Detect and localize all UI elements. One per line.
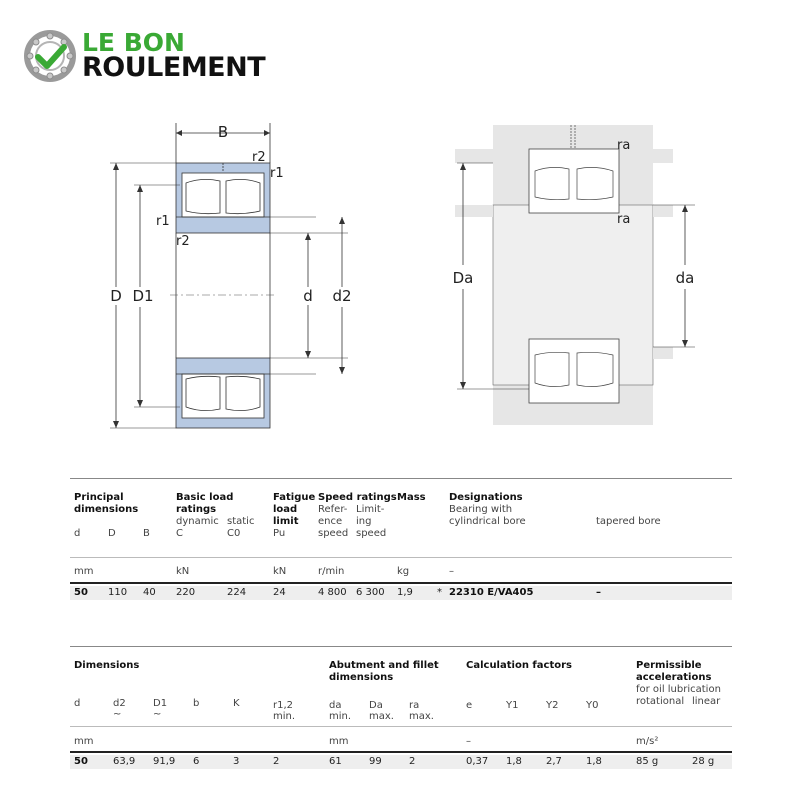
t1-h-basic: Basic load xyxy=(176,492,234,503)
label-da: da xyxy=(675,269,695,287)
t2-h-K: K xyxy=(233,698,240,709)
t2-h-b: b xyxy=(193,698,200,709)
t1-u-rmin: r/min xyxy=(318,566,345,577)
t2-u-mm1: mm xyxy=(74,736,94,747)
t1-h-B: B xyxy=(143,528,150,539)
t1-h-tapered: tapered bore xyxy=(596,516,661,527)
t2-h-dimensions2: dimensions xyxy=(329,672,394,683)
t2-h-tilde2: ~ xyxy=(153,709,162,720)
t1-r-Pu: 24 xyxy=(273,587,286,598)
t1-r-D: 110 xyxy=(108,587,128,598)
logo-line2: ROULEMENT xyxy=(82,52,266,83)
t2-h-d: d xyxy=(74,698,81,709)
label-ra-mid: ra xyxy=(617,212,631,227)
t2-r-K: 3 xyxy=(233,756,240,767)
t1-r-designation: 22310 E/VA405 xyxy=(449,587,534,598)
t1-h-C: C xyxy=(176,528,183,539)
t2-h-Da: Da xyxy=(369,700,383,711)
t1-u-kN1: kN xyxy=(176,566,190,577)
t2-r-d: 50 xyxy=(74,756,88,767)
t1-h-D: D xyxy=(108,528,116,539)
t1-h-Pu: Pu xyxy=(273,528,286,539)
t2-h-e: e xyxy=(466,700,473,711)
label-B: B xyxy=(217,123,229,141)
t2-h-d2: d2 xyxy=(113,698,126,709)
t1-h-ratings: ratings xyxy=(176,504,217,515)
t1-r-mass: 1,9 xyxy=(397,587,413,598)
label-ra-top: ra xyxy=(617,138,631,153)
t1-r-star: * xyxy=(437,587,442,598)
t2-h-ra: ra xyxy=(409,700,420,711)
t1-h-fatigue: Fatigue xyxy=(273,492,316,503)
t2-r-Da: 99 xyxy=(369,756,382,767)
t1-r-d: 50 xyxy=(74,587,88,598)
t1-h-static: static xyxy=(227,516,255,527)
t1-h-speed: Speed ratings xyxy=(318,492,397,503)
t2-h-perm: Permissible xyxy=(636,660,702,671)
t1-r-C: 220 xyxy=(176,587,196,598)
t1-h-speed1: speed xyxy=(318,528,349,539)
label-Da: Da xyxy=(452,269,474,287)
table1-data-rule xyxy=(70,582,732,584)
bearing-section-drawing xyxy=(90,115,470,435)
t1-h-cyl-bore: cylindrical bore xyxy=(449,516,526,527)
t1-r-B: 40 xyxy=(143,587,156,598)
table2-top-rule xyxy=(70,646,732,647)
t2-u-dash: – xyxy=(466,736,471,747)
t2-r-d2: 63,9 xyxy=(113,756,136,767)
table1-top-rule xyxy=(70,478,732,479)
t1-h-refer: Refer- xyxy=(318,504,348,515)
t2-h-Y0: Y0 xyxy=(586,700,599,711)
logo-line1: LE BON xyxy=(82,28,185,57)
t1-r-ref-speed: 4 800 xyxy=(318,587,347,598)
t2-r-rot: 85 g xyxy=(636,756,659,767)
t2-h-accel: accelerations xyxy=(636,672,712,683)
t1-h-load: load xyxy=(273,504,298,515)
t2-r-Y2: 2,7 xyxy=(546,756,562,767)
t2-r-b: 6 xyxy=(193,756,200,767)
t1-h-bearing-with: Bearing with xyxy=(449,504,513,515)
label-r1-top: r1 xyxy=(270,166,284,181)
t2-r-da: 61 xyxy=(329,756,342,767)
t2-h-r12: r1,2 xyxy=(273,700,294,711)
t2-h-tilde1: ~ xyxy=(113,709,122,720)
t2-h-max1: max. xyxy=(369,711,394,722)
label-d2: d2 xyxy=(332,287,352,305)
t1-r-C0: 224 xyxy=(227,587,247,598)
logo xyxy=(24,28,304,84)
t1-u-kg: kg xyxy=(397,566,410,577)
t1-h-d: d xyxy=(74,528,81,539)
t2-h-min2: min. xyxy=(329,711,352,722)
table2-data-rule xyxy=(70,751,732,753)
bearing-logo-icon xyxy=(24,30,76,82)
label-d: d xyxy=(303,287,313,305)
label-D1: D1 xyxy=(132,287,154,305)
t1-h-speed2: speed xyxy=(356,528,387,539)
t1-h-ing: ing xyxy=(356,516,372,527)
label-r2-left: r2 xyxy=(176,234,190,249)
t1-h-principal: Principal xyxy=(74,492,124,503)
t2-r-e: 0,37 xyxy=(466,756,489,767)
t1-h-C0: C0 xyxy=(227,528,241,539)
t2-h-Y2: Y2 xyxy=(546,700,559,711)
t2-r-ra: 2 xyxy=(409,756,416,767)
table2-mid-rule xyxy=(70,726,732,727)
t1-r-lim-speed: 6 300 xyxy=(356,587,385,598)
t1-u-mm: mm xyxy=(74,566,94,577)
t1-h-ence: ence xyxy=(318,516,343,527)
t2-h-linear: linear xyxy=(692,696,721,707)
mounting-drawing xyxy=(445,115,745,435)
t1-h-dynamic: dynamic xyxy=(176,516,219,527)
t2-h-max2: max. xyxy=(409,711,434,722)
t2-r-r12: 2 xyxy=(273,756,280,767)
t1-h-limit: limit xyxy=(273,516,299,527)
t1-u-kN2: kN xyxy=(273,566,287,577)
t2-r-lin: 28 g xyxy=(692,756,715,767)
t2-h-oil: for oil lubrication xyxy=(636,684,721,695)
t1-h-designations: Designations xyxy=(449,492,523,503)
t1-u-dash: – xyxy=(449,566,454,577)
t2-u-ms2: m/s² xyxy=(636,736,659,747)
t2-h-abutment: Abutment and fillet xyxy=(329,660,439,671)
t1-h-dimensions: dimensions xyxy=(74,504,139,515)
t2-h-calc: Calculation factors xyxy=(466,660,572,671)
t2-h-Y1: Y1 xyxy=(506,700,519,711)
t2-h-da: da xyxy=(329,700,342,711)
t2-r-Y1: 1,8 xyxy=(506,756,522,767)
t2-h-dimensions: Dimensions xyxy=(74,660,140,671)
t2-r-D1: 91,9 xyxy=(153,756,176,767)
t1-r-tapered: – xyxy=(596,587,601,598)
label-r1-left: r1 xyxy=(156,214,170,229)
t1-h-mass: Mass xyxy=(397,492,426,503)
t1-h-limit2: Limit- xyxy=(356,504,385,515)
label-r2-top: r2 xyxy=(252,150,266,165)
t2-h-rotational: rotational xyxy=(636,696,685,707)
t2-r-Y0: 1,8 xyxy=(586,756,602,767)
table1-mid-rule xyxy=(70,557,732,558)
t2-h-min1: min. xyxy=(273,711,296,722)
t2-u-mm2: mm xyxy=(329,736,349,747)
label-D: D xyxy=(110,287,122,305)
t2-h-D1: D1 xyxy=(153,698,168,709)
